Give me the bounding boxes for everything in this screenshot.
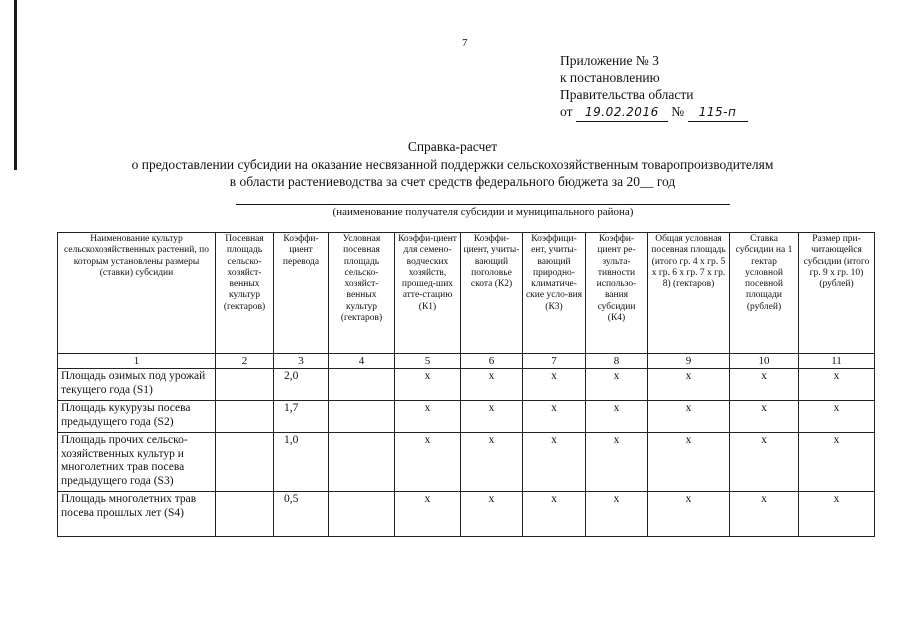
column-number: 9 [648, 354, 730, 369]
row-conditional-area [329, 492, 395, 537]
row-conditional-area [329, 369, 395, 401]
row-mark: x [395, 492, 461, 537]
row-mark: x [586, 492, 648, 537]
appendix-line-3: Правительства области [560, 87, 694, 102]
row-mark: x [461, 492, 523, 537]
table-row [58, 369, 875, 401]
header-crop-name: Наименование культур сельскохозяйственных растений, по которым установлены размеры (ставки) субсидии [58, 233, 216, 354]
row-mark: x [799, 369, 875, 401]
row-conversion-coef: 1,0 [274, 433, 329, 492]
subsidy-table [57, 232, 875, 537]
column-number-row [58, 354, 875, 369]
column-number: 1 [58, 354, 216, 369]
handwritten-date: 19.02.2016 [576, 104, 668, 122]
row-mark: x [586, 369, 648, 401]
header-coef-k1: Коэффи-циент для семено-водческих хозяйств, прошед-ших атте-стацию (К1) [395, 233, 461, 354]
row-mark: x [648, 369, 730, 401]
recipient-underline [236, 204, 730, 205]
row-mark: x [799, 401, 875, 433]
header-total-area: Общая условная посевная площадь (итого гр. 4 х гр. 5 х гр. 6 х гр. 7 х гр. 8) (гектаров) [648, 233, 730, 354]
row-sown-area [216, 492, 274, 537]
row-mark: x [799, 433, 875, 492]
header-rate: Ставка субсидии на 1 гектар условной посевной площади (рублей) [730, 233, 799, 354]
row-crop-name: Площадь прочих сельско-хозяйственных культур и многолетних трав посева предыдущего года (S3) [58, 433, 216, 492]
header-subsidy-amount: Размер при-читающейся субсидии (итого гр. 9 х гр. 10) (рублей) [799, 233, 875, 354]
row-mark: x [523, 369, 586, 401]
number-label: № [671, 104, 685, 119]
header-conversion-coef: Коэффи-циент перевода [274, 233, 329, 354]
column-number: 10 [730, 354, 799, 369]
header-conditional-area: Условная посевная площадь сельско-хозяйст-венных культур (гектаров) [329, 233, 395, 354]
row-crop-name: Площадь озимых под урожай текущего года (S1) [58, 369, 216, 401]
row-mark: x [730, 369, 799, 401]
row-conversion-coef: 0,5 [274, 492, 329, 537]
row-mark: x [461, 401, 523, 433]
row-crop-name: Площадь кукурузы посева предыдущего года (S2) [58, 401, 216, 433]
row-mark: x [799, 492, 875, 537]
table-header-row [58, 233, 875, 354]
row-conversion-coef: 2,0 [274, 369, 329, 401]
row-mark: x [648, 433, 730, 492]
appendix-date-line [560, 103, 748, 122]
header-coef-k4: Коэффи-циент ре-зульта-тивности использо-вания субсидии (К4) [586, 233, 648, 354]
row-mark: x [395, 433, 461, 492]
row-sown-area [216, 369, 274, 401]
row-mark: x [523, 433, 586, 492]
column-number: 4 [329, 354, 395, 369]
document-subtitle-line-2: в области растениеводства за счет средств федерального бюджета за 20__ год [229, 174, 676, 189]
row-mark: x [461, 433, 523, 492]
table-row [58, 401, 875, 433]
row-mark: x [730, 401, 799, 433]
row-mark: x [648, 401, 730, 433]
document-title: Справка-расчет [407, 139, 498, 154]
column-number: 6 [461, 354, 523, 369]
row-sown-area [216, 401, 274, 433]
row-conditional-area [329, 401, 395, 433]
column-number: 7 [523, 354, 586, 369]
appendix-line-1: Приложение № 3 [560, 53, 659, 68]
table-row [58, 492, 875, 537]
table-row [58, 433, 875, 492]
column-number: 11 [799, 354, 875, 369]
page-number: 7 [462, 37, 468, 49]
row-mark: x [461, 369, 523, 401]
appendix-line-2: к постановлению [560, 70, 660, 85]
row-conditional-area [329, 433, 395, 492]
column-number: 2 [216, 354, 274, 369]
column-number: 5 [395, 354, 461, 369]
row-mark: x [648, 492, 730, 537]
appendix-block [560, 52, 748, 122]
header-coef-k3: Коэффици-ент, учиты-вающий природно-климатиче-ские усло-вия (К3) [523, 233, 586, 354]
row-mark: x [395, 401, 461, 433]
document-subtitle-line-1: о предоставлении субсидии на оказание несвязанной поддержки сельскохозяйственным товаропроизводителям [131, 157, 774, 172]
column-number: 3 [274, 354, 329, 369]
row-conversion-coef: 1,7 [274, 401, 329, 433]
handwritten-number: 115-п [688, 104, 748, 122]
recipient-caption: (наименование получателя субсидии и муниципального района) [332, 206, 634, 218]
header-coef-k2: Коэффи-циент, учиты-вающий поголовье скота (К2) [461, 233, 523, 354]
row-mark: x [586, 401, 648, 433]
row-mark: x [730, 433, 799, 492]
row-mark: x [523, 492, 586, 537]
row-crop-name: Площадь многолетних трав посева прошлых лет (S4) [58, 492, 216, 537]
row-sown-area [216, 433, 274, 492]
column-number: 8 [586, 354, 648, 369]
row-mark: x [395, 369, 461, 401]
from-label: от [560, 104, 573, 119]
row-mark: x [523, 401, 586, 433]
row-mark: x [730, 492, 799, 537]
header-sown-area: Посевная площадь сельско-хозяйст-венных культур (гектаров) [216, 233, 274, 354]
row-mark: x [586, 433, 648, 492]
